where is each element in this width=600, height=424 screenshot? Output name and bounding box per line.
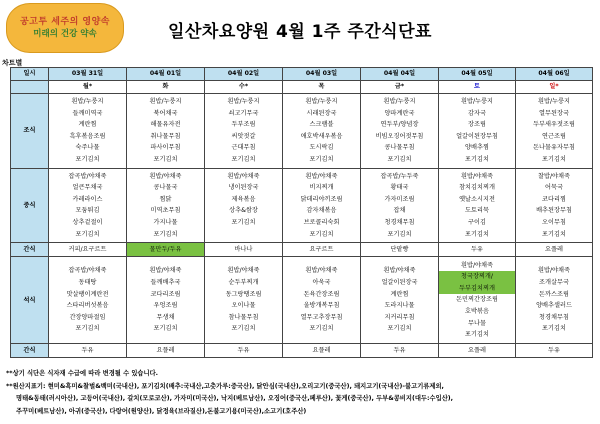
menu-item: 코다리조림 [150,290,181,298]
menu-item: 카레라이스 [72,195,103,203]
menu-item: 순두부찌개 [228,278,259,286]
menu-item: 흰밥/누룽지 [227,97,260,105]
menu-item: 양배추찜 [465,144,489,152]
menu-item: 무나물 [468,319,486,327]
date-cell: 04월 03일 [283,68,361,81]
menu-item: 포기김치 [153,325,178,333]
menu-item: 닭데리야끼조림 [300,195,343,203]
menu-item: 포기김치 [309,230,334,238]
menu-item: 지커리무침 [384,313,415,321]
menu-item: 들깨배추국 [150,278,181,286]
logo [6,3,124,53]
menu-item: 브로콜리숙회 [303,219,340,227]
menu-item: 배추된장무침 [536,207,572,215]
menu-item: 조개살무국 [539,278,569,286]
menu-item: 포기김치 [75,230,100,238]
menu-item: 돈나물유자무침 [533,144,575,152]
weekday-label-blank [11,80,49,93]
snack1-cell: 바나나 [205,243,283,257]
snack2-cell: 요플레 [283,344,361,358]
menu-item: 두부새우젓조림 [533,121,575,129]
snack1-cell: 단팥빵 [361,243,439,257]
menu-item: 흰밥/야채죽 [305,172,338,180]
snack1-cell: 두유 [439,243,516,257]
menu-item: 맛살팽이계란전 [66,290,109,298]
menu-item: 열무고추장무침 [300,313,343,321]
menu-item: 구이김 [468,219,486,227]
snack2-cell: 요플레 [439,344,516,358]
menu-item: 흰밥/야채죽 [149,267,182,275]
breakfast-cell [361,93,439,168]
menu-item: 상추&쌈장 [229,207,258,215]
menu-item: 장조림 [468,121,486,129]
menu-item: 청국장찌개/ [439,271,515,283]
menu-item: 열무된장국 [539,109,569,117]
menu-item: 포기김치 [309,155,334,163]
menu-table [10,67,593,358]
dinner-label: 석식 [11,257,49,344]
menu-item: 흰밥/누룽지 [538,97,570,105]
menu-item: 돈까스조림 [539,290,569,298]
day-label: 일시 [11,68,49,81]
snack-label-1: 간식 [11,243,49,257]
menu-item: 흰밥/야채죽 [383,267,416,275]
date-cell: 03월 31일 [49,68,127,81]
menu-item: 양파계란국 [384,109,415,117]
menu-item: 포기김치 [387,155,412,163]
menu-item: 얼갈이된장국 [381,278,418,286]
menu-item: 냉이된장국 [228,184,259,192]
menu-item: 무생채 [156,313,175,321]
caption: 차트별 [2,59,23,67]
menu-item: 포기김치 [153,155,178,163]
logo-line-1: 공고투 세주의 영양속 [19,17,110,27]
lunch-cell [127,168,205,243]
menu-item: 포기김치 [153,230,178,238]
menu-item: 흰밥/야채죽 [227,267,260,275]
menu-item: 잡채 [393,207,406,215]
date-cell: 04월 04일 [361,68,439,81]
menu-item: 오이무침 [542,219,566,227]
menu-item: 포기김치 [465,155,489,163]
snack2-cell: 요플레 [127,344,205,358]
menu-item: 찜닭 [159,195,172,203]
menu-item: 애호박새우볶음 [300,132,343,140]
menu-item: 해물유자전 [150,121,181,129]
snack-label-2: 간식 [11,344,49,358]
dinner-cell [516,257,593,344]
menu-item: 동태탕 [78,278,97,286]
snack1-cell: 물만두/두유 [127,243,205,257]
menu-item: 계란찜 [78,121,97,129]
note-line: 명태&동태(러시아산), 고등어(국내산), 갈치(모로코산), 가자미(미국산), 낙지(베트남산), 오징어(중국산,페루산), 꽃게(중국산), 두부&콩비지(대두:수입산), [16,395,454,402]
lunch-cell [361,168,439,243]
menu-item: 포기김치 [387,230,412,238]
menu-item: 스크램블 [309,121,334,129]
menu-item: 잡곡밥/누두죽 [380,172,419,180]
breakfast-row [11,93,593,168]
logo-line-2: 미래의 건강 약속 [33,29,97,39]
menu-item: 흑후볶음조림 [69,132,106,140]
footnotes [6,368,596,418]
menu-item: 포기김치 [465,331,489,339]
dinner-cell [49,257,127,344]
lunch-row [11,168,593,243]
lunch-cell [439,168,516,243]
menu-item: 두부김치찌개 [439,283,515,295]
dinner-cell [361,257,439,344]
menu-item: 흰밥/야채죽 [149,172,182,180]
menu-item: 포기김치 [231,325,256,333]
breakfast-cell [205,93,283,168]
snack2-cell: 두유 [361,344,439,358]
menu-item: 들깨미역국 [72,109,103,117]
menu-item: 스타리버섯볶음 [66,302,109,310]
snack-row-2 [11,344,593,358]
menu-item: 파사이무침 [150,144,181,152]
menu-item: 옛날소시지전 [459,195,495,203]
menu-item: 양배추샐러드 [536,302,572,310]
lunch-label: 중식 [11,168,49,243]
menu-item: 흰밥/야채죽 [538,267,570,275]
breakfast-label: 조식 [11,93,49,168]
menu-item: 오이나물 [231,302,256,310]
menu-item: 포기김치 [75,155,100,163]
breakfast-cell [516,93,593,168]
weekday-row [11,80,593,93]
menu-item: 포기김치 [231,155,256,163]
menu-item: 취나물무침 [150,132,181,140]
menu-item: 잡곡밥/야채죽 [68,267,107,275]
menu-item: 참치김치찌개 [459,184,495,192]
menu-item: 흰밥/누룽지 [383,97,416,105]
weekday-cell: 화 [127,80,205,93]
menu-item: 흰밥/야채죽 [461,261,493,269]
lunch-cell [283,168,361,243]
menu-item: 포기김치 [542,230,566,238]
menu-item: 근대무침 [231,144,256,152]
dinner-row [11,257,593,344]
menu-item: 어묵국 [545,184,563,192]
menu-item: 돈육간장조림 [303,290,340,298]
dinner-cell [439,257,516,344]
menu-item: 콩나물국 [153,184,178,192]
menu-item: 연두부/양념장 [380,121,419,129]
menu-item: 흰밥/누룽지 [305,97,338,105]
menu-item: 포기김치 [542,325,566,333]
snack1-cell: 커피/요구르트 [49,243,127,257]
menu-item: 청경채무침 [539,313,569,321]
date-cell: 04월 01일 [127,68,205,81]
snack1-cell: 요플레 [516,243,593,257]
breakfast-cell [127,93,205,168]
menu-item: 두부조림 [231,121,256,129]
note-line: **상기 식단은 식자재 수급에 따라 변경될 수 있습니다. [6,370,159,377]
menu-item: 도토리묵 [465,207,489,215]
menu-item: 포기김치 [75,325,100,333]
snack-row-1 [11,243,593,257]
menu-item: 흰밥/야채죽 [461,172,493,180]
breakfast-cell [439,93,516,168]
menu-item: 비지찌개 [309,184,334,192]
menu-item: 쇠고기무국 [228,109,259,117]
snack1-cell: 요구르트 [283,243,361,257]
menu-item: 간장양파절임 [69,313,106,321]
menu-item: 북어채국 [153,109,178,117]
menu-item: 포기김치 [309,325,334,333]
menu-item: 황태국 [390,184,409,192]
menu-item: 모둠튀김 [75,207,100,215]
menu-item: 제육볶음 [231,195,256,203]
menu-item: 얼갈이된장무침 [456,132,498,140]
dinner-cell [127,257,205,344]
breakfast-cell [49,93,127,168]
menu-item: 얼큰무채국 [72,184,103,192]
menu-item: 호박볶음 [465,307,489,315]
menu-item: 미역초무침 [150,207,181,215]
note-line: 주꾸미(베트남산), 아귀(중국산), 다랑어(원양산), 닭정육(브라질산),돈불고기용(미국산),소고기(호주산) [16,407,307,415]
menu-item: 코다리찜 [542,195,566,203]
menu-item: 연근조림 [542,132,566,140]
weekday-cell-saturday: 토 [439,80,516,93]
menu-item: 찰밥/야채죽 [538,172,570,180]
menu-item: 도시락김 [309,144,334,152]
menu-item: 흰밥/야채죽 [227,172,260,180]
snack2-cell: 두유 [516,344,593,358]
menu-item: 도라지나물 [384,302,415,310]
dinner-cell [205,257,283,344]
menu-item: 포기김치 [387,325,412,333]
note-line: **원산지표기: 현미&흑미&찰벌&백미(국내산), 포기김치(배추:국내산,고춧가루:중국산), 닭안심(국내산),오리고기(중국산), 돼지고기(국내산)-불고기류제외, [6,382,444,390]
menu-item [205,229,282,241]
menu-item: 씨앗젓갈 [231,132,256,140]
weekday-cell: 수* [205,80,283,93]
menu-item: 흰밥/누룽지 [461,97,493,105]
menu-item: 흰밥/야채죽 [305,267,338,275]
menu-item: 잡곡밥/야채죽 [68,172,107,180]
dinner-cell [283,257,361,344]
menu-item: 동그랑땡조림 [225,290,262,298]
menu-item: 참나물무침 [228,313,259,321]
menu-item: 아욱국 [312,278,331,286]
menu-item: 상추겉절이 [72,219,103,227]
menu-item: 비빔오징어젓무침 [375,132,424,140]
menu-item: 흰밥/누룽지 [149,97,182,105]
menu-item: 포기김치 [465,230,489,238]
snack2-cell: 두유 [49,344,127,358]
menu-item: 돈민찌간장조림 [456,296,498,304]
menu-item: 감자국 [468,109,486,117]
lunch-cell [516,168,593,243]
date-row [11,68,593,81]
menu-item: 계란찜 [390,290,409,298]
menu-item: 흰밥/누룽지 [71,97,104,105]
menu-item: 숙주나물 [75,144,100,152]
weekday-cell-sunday: 일* [516,80,593,93]
lunch-cell [49,168,127,243]
date-cell: 04월 06일 [516,68,593,81]
lunch-cell [205,168,283,243]
snack2-cell: 두유 [205,344,283,358]
date-cell: 04월 02일 [205,68,283,81]
date-cell: 04월 05일 [439,68,516,81]
menu-item: 가자미조림 [384,195,415,203]
menu-item: 시래된장국 [306,109,337,117]
weekday-cell: 금* [361,80,439,93]
menu-item: 우엉조림 [153,302,178,310]
menu-item: 감자채볶음 [306,207,337,215]
page-title: 일산차요양원 4월 1주 주간식단표 [168,22,432,42]
menu-item: 청경채무침 [384,219,415,227]
weekday-cell: 월* [49,80,127,93]
menu-item: 콩나물무침 [384,144,415,152]
menu-item: 울방개복무침 [303,302,340,310]
menu-item: 가지나물 [153,219,178,227]
weekday-cell: 목 [283,80,361,93]
menu-item: 포기김치 [542,155,566,163]
breakfast-cell [283,93,361,168]
menu-item: 포기김치 [231,219,256,227]
